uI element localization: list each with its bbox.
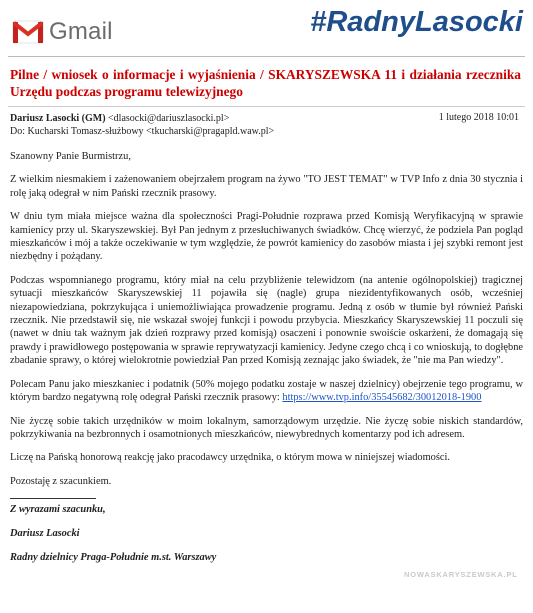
email-body bbox=[10, 150, 523, 575]
paragraph-2: W dniu tym miała miejsce ważna dla społeczności Pragi-Południe rozprawa przed Komisją Weryfikacyjną w sprawie kamienicy przy ul. Skaryszewskiej. Był Pan jednym z przesłuchiwanych świadków. Chcę wierzyć, że podziela Pan pogląd mieszkańców i mój a także oczekiwanie w tym względzie, że powrót kamienicy do zasobów miasta i jej szybki remont jest niezbędny i pożądany. bbox=[10, 211, 523, 263]
email-date: 1 lutego 2018 10:01 bbox=[438, 112, 519, 123]
gmail-wordmark: Gmail bbox=[49, 18, 113, 45]
header bbox=[0, 0, 533, 58]
gmail-m-icon bbox=[12, 20, 44, 44]
paragraph-6: Liczę na Pańską honorową reakcję jako pracodawcy urzędnika, o którym mowa w niniejszej wiadomości. bbox=[10, 452, 451, 464]
paragraph-5: Nie życzę sobie takich urzędników w moim lokalnym, samorządowym urzędzie. Nie życzę sobie niskich standardów, pokrzykiwania na bezbronnych i osamotnionych mieszkańców, niewybrednych komentarzy pod ich adresem. bbox=[10, 415, 523, 440]
hashtag-title: #RadnyLasocki bbox=[310, 6, 523, 38]
tvp-link[interactable]: https://www.tvp.info/35545682/30012018-1900 bbox=[282, 392, 482, 404]
gmail-logo bbox=[12, 18, 113, 46]
signature-line-2: Dariusz Lasocki bbox=[10, 528, 80, 540]
watermark: NOWASKARYSZEWSKA.PL bbox=[404, 570, 518, 579]
signature-divider bbox=[10, 498, 96, 499]
signature-line-3: Radny dzielnicy Praga-Południe m.st. Warszawy bbox=[10, 552, 217, 564]
recipient-line: Do: Kucharski Tomasz-służbowy <tkucharski@pragapld.waw.pl> bbox=[10, 126, 275, 137]
paragraph-4-text: Polecam Panu jako mieszkaniec i podatnik (50% mojego podatku zostaje w naszej dzielnicy) obejrzenie tego programu, w którym bardzo negatywną rolę odegrał Pański rzecznik prasowy: bbox=[10, 378, 523, 404]
sender-line bbox=[10, 112, 229, 125]
header-divider bbox=[8, 56, 525, 57]
paragraph-4 bbox=[10, 378, 523, 405]
paragraph-1: Z wielkim niesmakiem i zażenowaniem obejrzałem program na żywo "TO JEST TEMAT" w TVP Info z dnia 30 stycznia i rolę jaką odegrał w nim Pański rzecznik prasowy. bbox=[10, 174, 523, 199]
sender-name: Dariusz Lasocki (GM) bbox=[10, 113, 106, 124]
closing: Pozostaję z szacunkiem. bbox=[10, 475, 112, 487]
signature-line-1: Z wyrazami szacunku, bbox=[10, 504, 106, 516]
subject-divider bbox=[8, 106, 525, 107]
paragraph-3: Podczas wspomnianego programu, który miał na celu przybliżenie telewidzom (na antenie ogólnopolskiej) tragicznej sytuacji mieszkańców Skaryszewskiej 11 pojawiła się (nagle) grupa niezidentyfikowanych osób, wcześniej niezapowiedziana, pokrzykująca i uniemożliwiająca prowadzenie programu. Jedną z osób w tłumie był również Pański rzecznik. Nie przedstawił się, nie wskazał swojej funkcji i powodu przybycia. Mieszkańcy Skaryszewskiej 11 poczuli się (nawet w dniu tak ważnym jak dzień rozprawy przed komisją) osaczeni i ponownie swoiście oskarżeni, że domagają się prawdy i prawidłowego postępowania w sprawie reprywatyzacji kamienicy. Jedyne czego chcą i co wnioskują, to dogłębne zbadanie sprawy, o której wielokrotnie powiedział Pan przed Komisją zeznając jako świadek, że "nie ma Pan wiedzy". bbox=[10, 274, 523, 367]
sender-email: <dlasocki@dariuszlasocki.pl> bbox=[108, 113, 230, 124]
email-subject: Pilne / wniosek o informacje i wyjaśnienia / SKARYSZEWSKA 11 i działania rzecznika Urzędu podczas programu telewizyjnego bbox=[10, 67, 521, 99]
greeting: Szanowny Panie Burmistrzu, bbox=[10, 151, 131, 162]
